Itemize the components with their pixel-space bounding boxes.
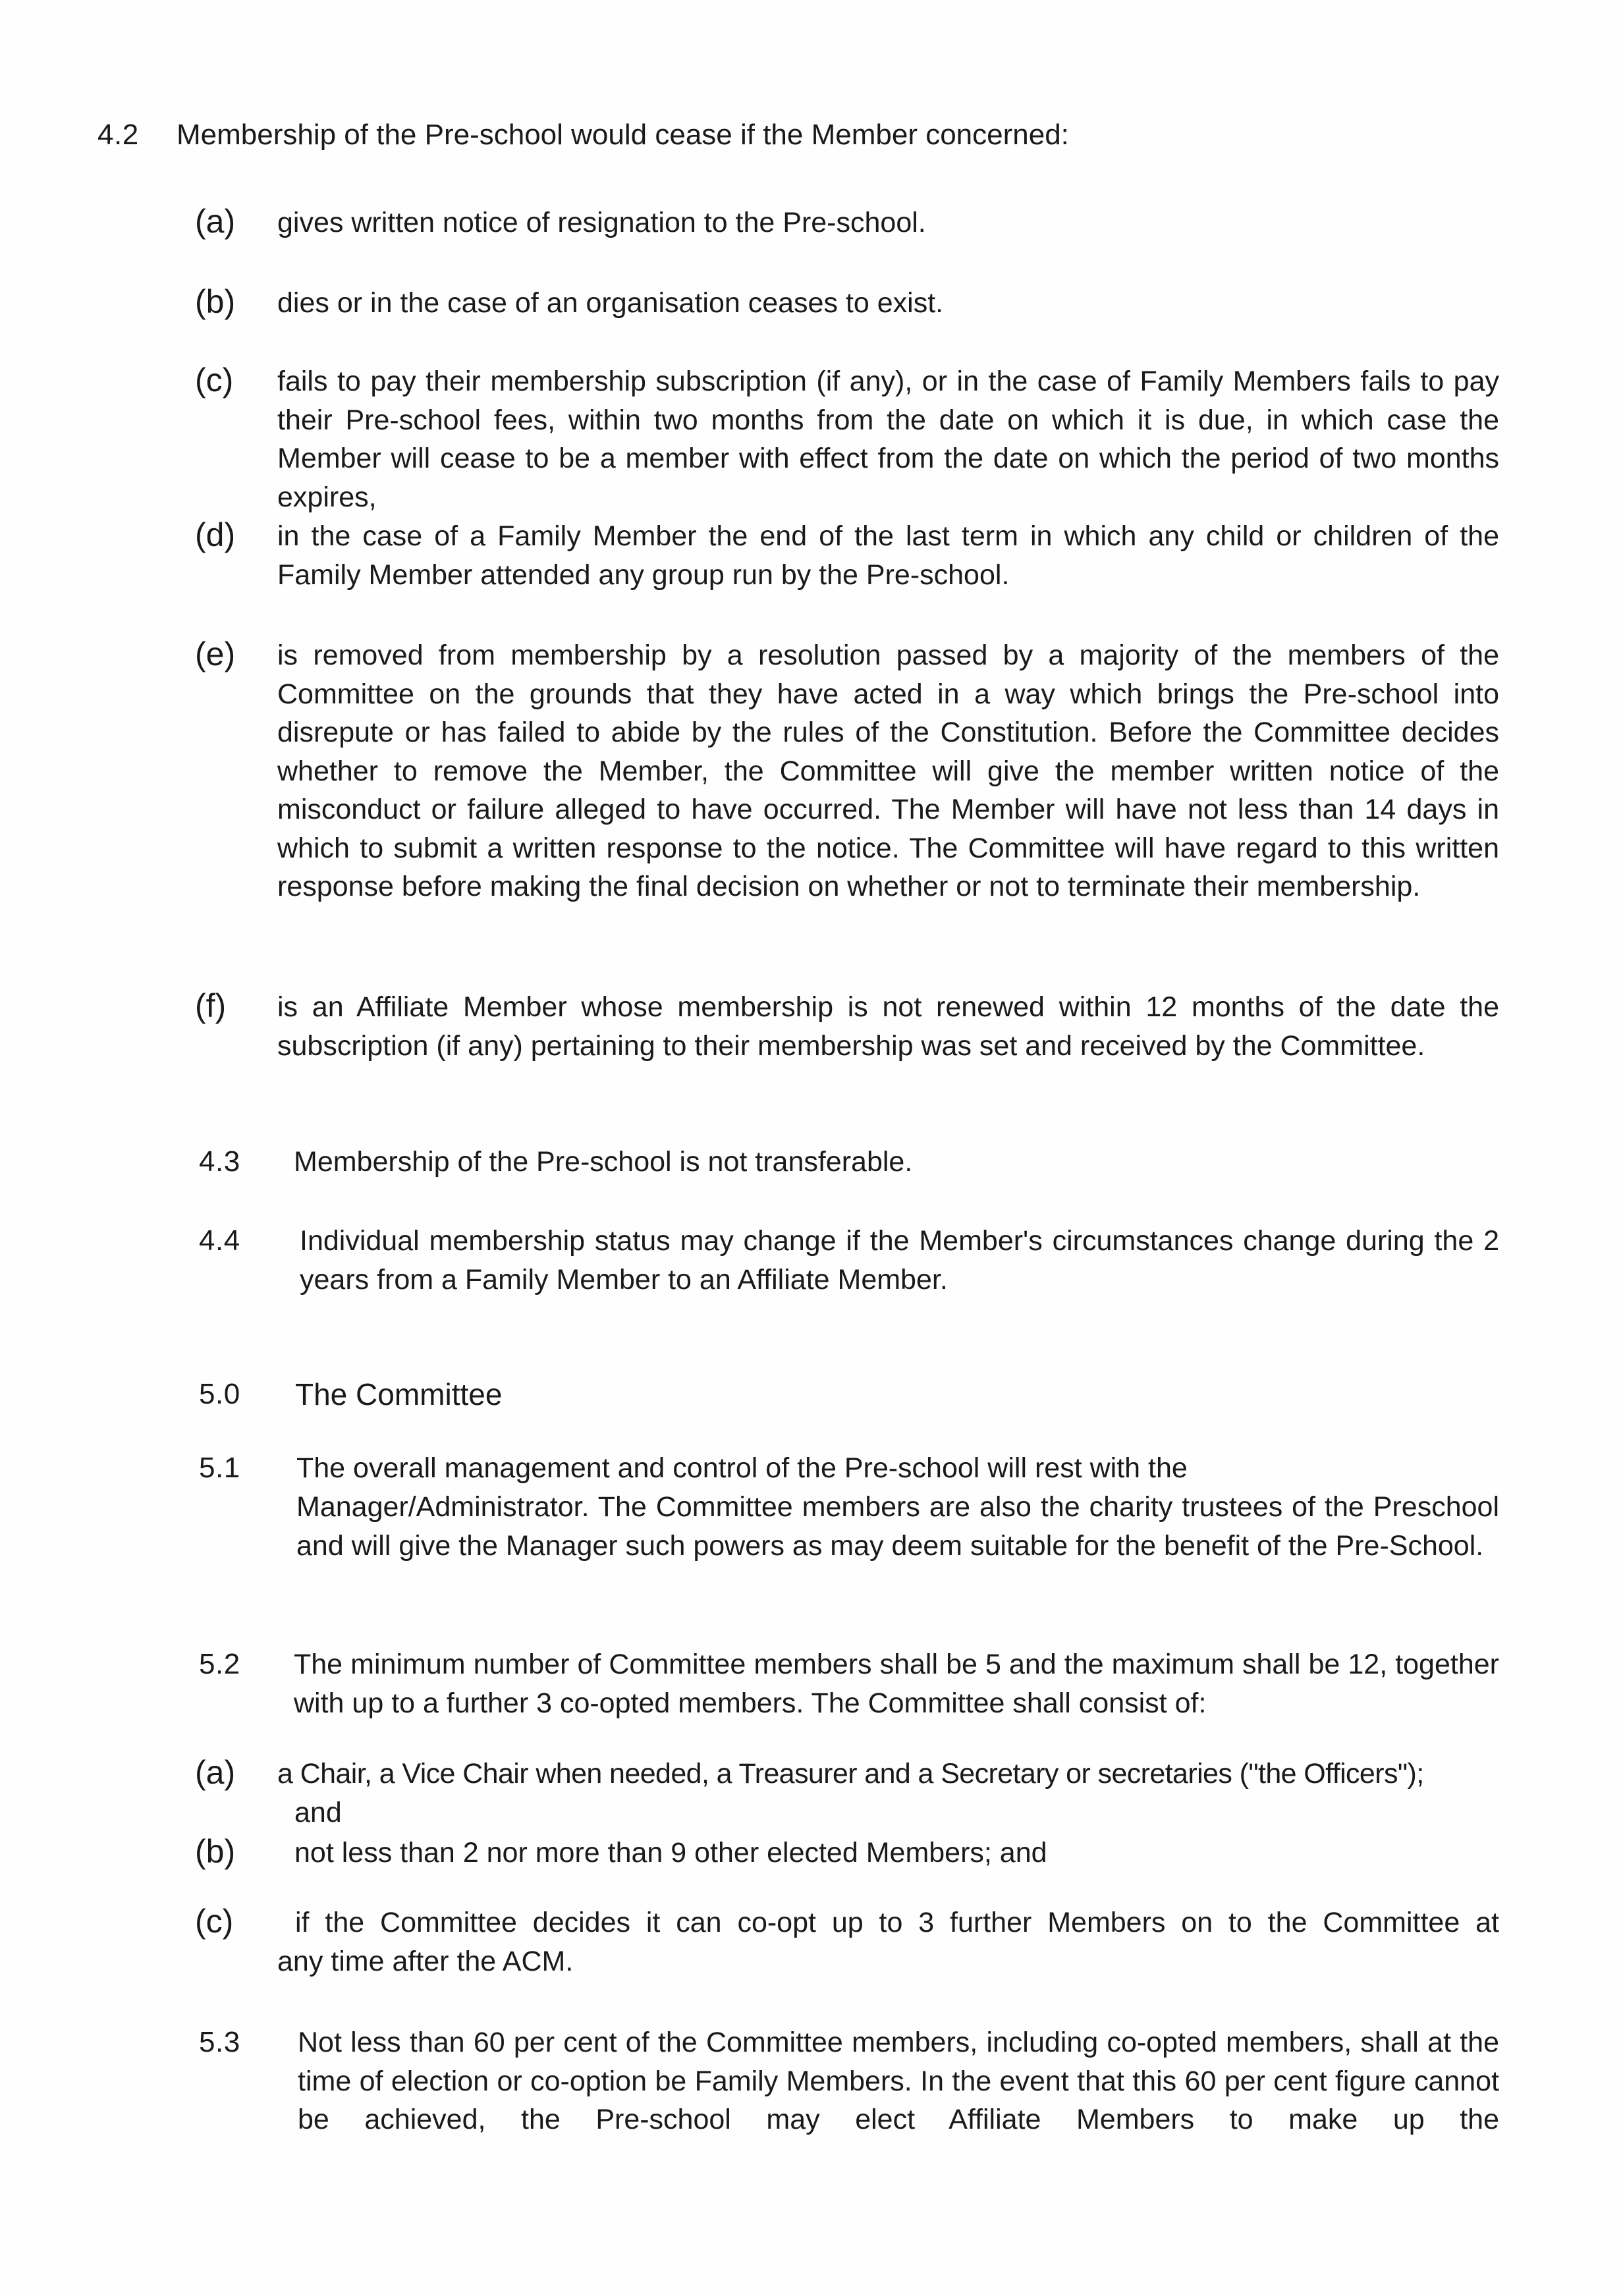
clause-text: Membership of the Pre-school would cease if the Member concerned: [177, 119, 1069, 151]
item-label: (f) [195, 987, 227, 1024]
clause-number: 5.1 [199, 1452, 240, 1484]
item-label: (b) [195, 283, 236, 320]
clause-text: Membership of the Pre-school is not transferable. [294, 1146, 913, 1178]
item-text: is removed from membership by a resolution passed by a majority of the members of the Committee on the grounds that they have acted in a way which brings the Pre-school into disrepute or has failed to abide by the rules of the Constitution. Before the Committee decides whether to remove the Member, the Committee will give the member written notice of the misconduct or failure alleged to have occurred. The Member will have not less than 14 days in which to submit a written response to the notice. The Committee will have regard to this written response before making the final decision on whether or not to terminate their membership. [277, 640, 1499, 902]
item-label: (d) [195, 516, 236, 553]
clause-number: 5.3 [199, 2026, 240, 2058]
item-label: (c) [195, 362, 234, 398]
item-text: gives written notice of resignation to the Pre-school. [277, 207, 926, 238]
clause-text: Manager/Administrator. The Committee members are also the charity trustees of the Preschool and will give the Manager such powers as may deem suitable for the benefit of the Pre-School. [296, 1491, 1499, 1562]
item-label: (e) [195, 636, 236, 672]
item-text: dies or in the case of an organisation ceases to exist. [277, 287, 944, 319]
clause-text-line1: The overall management and control of the Pre-school will rest with the [296, 1452, 1188, 1484]
item-label: (a) [195, 203, 236, 240]
item-text: is an Affiliate Member whose membership is not renewed within 12 months of the date the subscription (if any) pertaining to their membership was set and received by the Committee. [277, 991, 1499, 1062]
item-label: (c) [195, 1903, 234, 1940]
clause-text: Individual membership status may change if the Member's circumstances change during the 2 years from a Family Member to an Affiliate Member. [300, 1225, 1499, 1296]
item-text-line2: any time after the ACM. [277, 1946, 574, 1977]
section-number: 5.0 [199, 1378, 240, 1410]
clause-number: 4.4 [199, 1224, 240, 1257]
clause-number: 4.3 [199, 1145, 240, 1178]
item-label: (b) [195, 1833, 236, 1870]
item-text-line1: a Chair, a Vice Chair when needed, a Treasurer and a Secretary or secretaries ("the Officers"); [277, 1758, 1424, 1790]
clause-number: 5.2 [199, 1648, 240, 1680]
item-label: (a) [195, 1754, 236, 1791]
item-text: in the case of a Family Member the end of the last term in which any child or children of the Family Member attended any group run by the Pre-school. [277, 520, 1499, 591]
section-title: The Committee [295, 1377, 503, 1411]
clause-text: Not less than 60 per cent of the Committee members, including co-opted members, shall at the time of election or co-option be Family Members. In the event that this 60 per cent figure cannot be achieved, the Pre-school may elect Affiliate Members to make up the [298, 2027, 1499, 2135]
clause-text: The minimum number of Committee members shall be 5 and the maximum shall be 12, together with up to a further 3 co-opted members. The Committee shall consist of: [294, 1649, 1499, 1719]
item-text: not less than 2 nor more than 9 other elected Members; and [294, 1837, 1047, 1869]
item-text-line1: if the Committee decides it can co-opt up to 3 further Members on to the Committee at [295, 1907, 1499, 1938]
item-text-line2: and [294, 1797, 342, 1828]
item-text: fails to pay their membership subscription (if any), or in the case of Family Members fails to pay their Pre-school fees, within two months from the date on which it is due, in which case the Member will cease to be a member with effect from the date on which the period of two months expires, [277, 366, 1499, 513]
clause-number: 4.2 [97, 119, 139, 151]
